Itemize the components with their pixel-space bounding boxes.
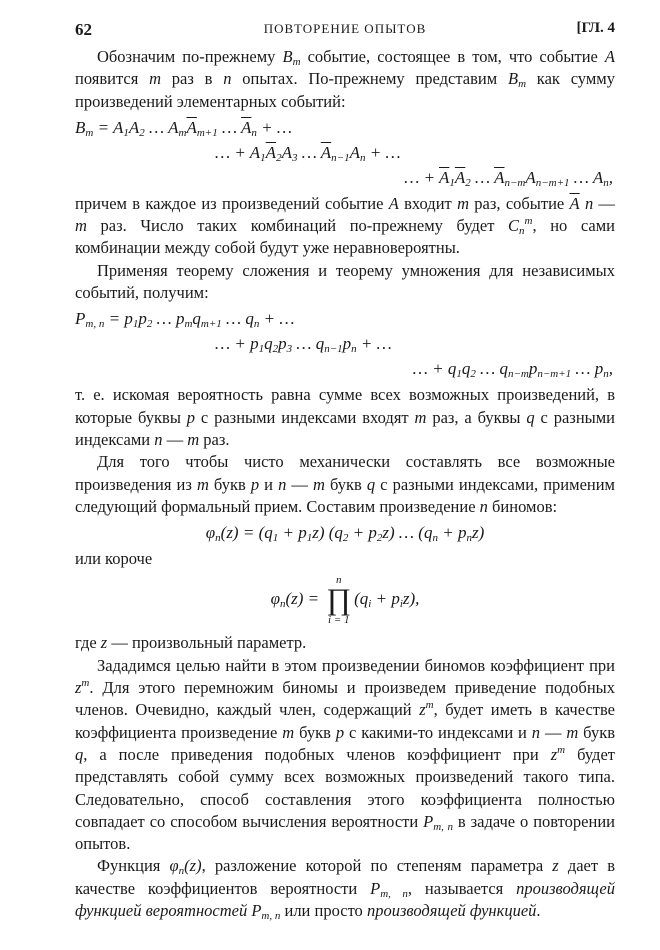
page-number: 62 (75, 20, 92, 39)
paragraph-8: Зададимся целью найти в этом произведении биномов коэффициент при $z^m$. Для этого перемножим биномы и произведем приведение подобных членов. Очевидно, каждый член, содержащий $z^m$, будет иметь в качестве коэффициента произведение m букв p с какими-то индексами и n — m букв q, а после приведения подобных членов коэффициент при $z^m$ будет представлять собой сумму всех возможных произведений такого типа. Следовательно, способ составления этого коэффициента полностью совпадает со способом вычисления вероятности $P_{m, n}$ в задаче о повторении опытов. (75, 655, 616, 854)
equation-product: $\varphi_n(z)$ = n ∏ i = 1 $(q_i + p_iz)$, (270, 574, 420, 627)
paragraph-3: Применяя теорему сложения и теорему умножения для независимых событий, получим: (75, 260, 615, 303)
equation-pmn: $P_{m, n} = p_1p_2$ … $p_mq_{m+1}$ … $q_n$ + … … + $p_1q_2p_3$ … $q_{n-1}p_n$ + … … + $q_1q_2$ … $q_{n-m}p_{n-m+1}$ … $p_n$, (75, 309, 613, 381)
equation-bm: $B_m = A_1A_2$ … $A_m\overline{A}_{m+1}$ … $\overline{A}_n$ + … … + $A_1\overline{A}_2A_3$ … $\overline{A}_{n-1}A_n$ + … … + $\overline{A}_1\overline{A}_2$ … $\overline{A}_{n-m}A_{n-m+1}$ … $A_n$, (75, 117, 613, 189)
equation-phi: $\varphi_n(z) = (q_1 + p_1z) (q_2 + p_2z)$ … $(q_n + p_nz)$ (205, 523, 485, 545)
paragraph-6: или короче (75, 549, 153, 569)
paragraph-2: причем в каждое из произведений событие A входит m раз, событие $\overline{A}$ n — m раз. Число таких комбинаций по-прежнему будет $C_n^m$, но сами комбинации между собой будут уже неравновероятны. (75, 193, 616, 258)
page-body (75, 46, 615, 922)
running-title: ПОВТОРЕНИЕ ОПЫТОВ (263, 21, 427, 36)
product-symbol: n ∏ i = 1 (326, 574, 352, 627)
chapter-mark: [ГЛ. 4 (576, 20, 615, 36)
paragraph-7: где z — произвольный параметр. (75, 633, 307, 653)
paragraph-5: Для того чтобы чисто механически составлять все возможные произведения из m букв p и n — m букв q с разными индексами, применим следующий формальный прием. Составим произведение n биномов: (75, 452, 616, 516)
paragraph-4: т. е. искомая вероятность равна сумме всех возможных произведений, в которые буквы p с разными индексами входят m раз, а буквы q с разными индексами n — m раз. (75, 385, 616, 449)
paragraph-1: Обозначим по-прежнему $B_m$ событие, состоящее в том, что событие A появится m раз в n опытах. По-прежнему представим $B_m$ как сумму произведений элементарных событий: (75, 47, 615, 111)
paragraph-9: Функция $\varphi_n(z)$, разложение которой по степеням параметра z дает в качестве коэффициентов вероятности $P_{m, n}$, называется производящей функцией вероятностей $P_{m, n}$ или просто производящей функцией. (75, 856, 616, 923)
running-header (75, 20, 615, 44)
